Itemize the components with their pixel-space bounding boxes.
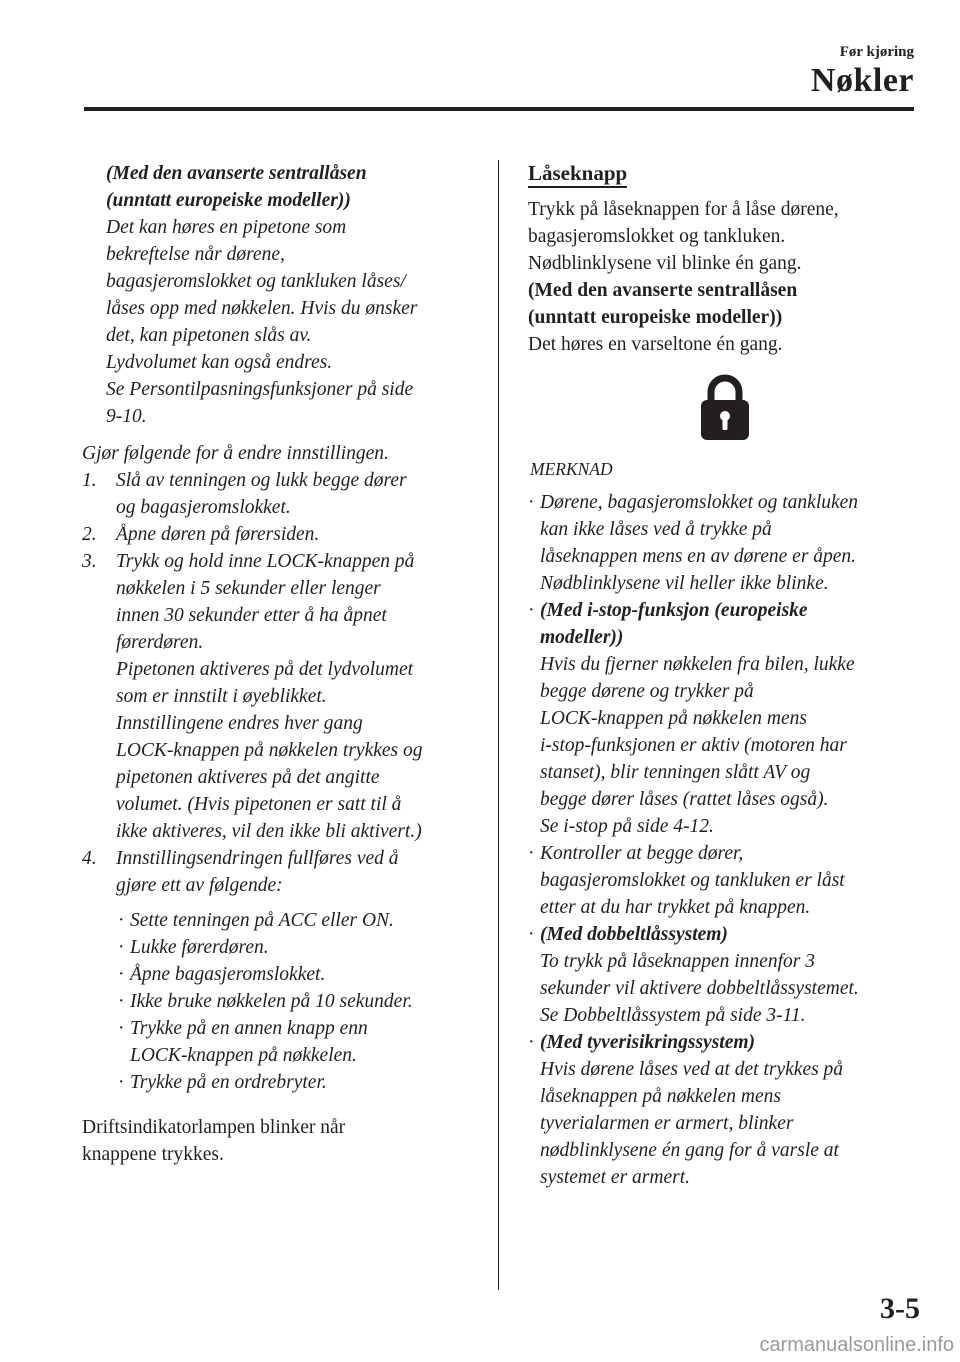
step-line: gjøre ett av følgende: (116, 875, 283, 896)
step-number: 2. (82, 524, 97, 545)
note-line: (Med i-stop-funksjon (europeiske (540, 600, 808, 621)
body-line: Det høres en varseltone én gang. (528, 334, 783, 355)
substep-line: LOCK-knappen på nøkkelen. (130, 1045, 357, 1066)
substep-item: · Trykke på en ordrebryter. (118, 1069, 482, 1096)
note-line: modeller)) (540, 627, 624, 648)
intro-line: 9-10. (106, 406, 147, 427)
step-item (82, 467, 482, 521)
substep-line: Trykke på en ordrebryter. (130, 1072, 327, 1093)
note-line: Se i-stop på side 4-12. (540, 816, 714, 837)
note-line: Kontroller at begge dører, (540, 843, 744, 864)
step-number: 1. (82, 470, 97, 491)
body-line: Nødblinklysene vil blinke én gang. (528, 253, 802, 274)
step-item (82, 521, 482, 548)
page-title: Nøkler (810, 62, 914, 99)
step-line: nøkkelen i 5 sekunder eller lenger (116, 578, 381, 599)
note-line: Hvis du fjerner nøkkelen fra bilen, lukke (540, 654, 855, 675)
intro-line: Lydvolumet kan også endres. (106, 352, 333, 373)
substep-line: Lukke førerdøren. (130, 937, 269, 958)
substep-line: Trykke på en annen knapp enn (130, 1018, 368, 1039)
right-column (528, 160, 922, 1191)
intro-line: Se Persontilpasningsfunksjoner på side (106, 379, 414, 400)
step-line: pipetonen aktiveres på det angitte (116, 767, 380, 788)
intro-line: (Med den avanserte sentrallåsen (106, 163, 367, 184)
step-line: Innstillingsendringen fullføres ved å (116, 848, 399, 869)
step-number: 3. (82, 551, 97, 572)
substep-item: · Sette tenningen på ACC eller ON. (118, 907, 482, 934)
watermark: carmanualsonline.info (759, 1334, 954, 1356)
note-item: · (Med i-stop-funksjon (europeiske modeller)) Hvis du fjerner nøkkelen fra bilen, lukke begge dørene og trykker på LOCK-knappen på nøkkelen mens i-stop-funksjonen er aktiv (motoren har stanset), blir tenningen slått AV og begge dører låses (rattet låses også). Se i-stop på side 4-12. (528, 597, 922, 840)
column-divider (498, 160, 499, 1290)
step-line: som er innstilt i øyeblikket. (116, 686, 327, 707)
intro-line: bekreftelse når dørene, (106, 244, 285, 265)
substep-item: · Trykke på en annen knapp enn LOCK-knappen på nøkkelen. (118, 1015, 482, 1069)
note-line: systemet er armert. (540, 1167, 691, 1188)
lock-symbol (528, 370, 922, 442)
note-line: (Med tyverisikringssystem) (540, 1032, 756, 1053)
header-section: Før kjøring (839, 44, 914, 60)
step-line: Trykk og hold inne LOCK-knappen på (116, 551, 415, 572)
note-line: låseknappen mens en av dørene er åpen. (540, 546, 857, 567)
note-line: stanset), blir tenningen slått AV og (540, 762, 811, 783)
note-line: Nødblinklysene vil heller ikke blinke. (540, 573, 829, 594)
intro-line: (unntatt europeiske modeller)) (106, 190, 351, 211)
note-line: (Med dobbeltlåssystem) (540, 924, 728, 945)
section-heading: Låseknapp (528, 160, 627, 188)
note-line: LOCK-knappen på nøkkelen mens (540, 708, 807, 729)
note-item: · (Med dobbeltlåssystem) To trykk på låseknappen innenfor 3 sekunder vil aktivere dobbeltlåssystemet. Se Dobbeltlåssystem på side 3-11. (528, 921, 922, 1029)
note-line: Dørene, bagasjeromslokket og tankluken (540, 492, 859, 513)
bold-line: (unntatt europeiske modeller)) (528, 307, 783, 328)
step-number: 4. (82, 848, 97, 869)
step-line: Åpne døren på førersiden. (116, 524, 320, 545)
note-item: · (Med tyverisikringssystem) Hvis dørene låses ved at det trykkes på låseknappen på nøkkelen mens tyverialarmen er armert, blinker nødblinklysene én gang for å varsle at systemet er armert. (528, 1029, 922, 1191)
padlock-icon (695, 370, 755, 442)
substep-item: · Åpne bagasjeromslokket. (118, 961, 482, 988)
bold-line: (Med den avanserte sentrallåsen (528, 280, 798, 301)
step-item (82, 845, 482, 899)
step-line: ikke aktiveres, vil den ikke bli aktivert.) (116, 821, 422, 842)
step-line: Slå av tenningen og lukk begge dører (116, 470, 407, 491)
intro-line: det, kan pipetonen slås av. (106, 325, 312, 346)
closing-line: knappene trykkes. (82, 1144, 224, 1165)
substep-item: · Ikke bruke nøkkelen på 10 sekunder. (118, 988, 482, 1015)
step-line: førerdøren. (116, 632, 204, 653)
closing-line: Driftsindikatorlampen blinker når (82, 1117, 346, 1138)
note-line: begge dører låses (rattet låses også). (540, 789, 829, 810)
step-line: og bagasjeromslokket. (116, 497, 291, 518)
note-list (528, 489, 922, 1191)
step-line: volumet. (Hvis pipetonen er satt til å (116, 794, 402, 815)
note-line: To trykk på låseknappen innenfor 3 (540, 951, 815, 972)
intro-line: bagasjeromslokket og tankluken låses/ (106, 271, 406, 292)
intro-line: låses opp med nøkkelen. Hvis du ønsker (106, 298, 418, 319)
note-line: Hvis dørene låses ved at det trykkes på (540, 1059, 844, 1080)
note-line: sekunder vil aktivere dobbeltlåssystemet. (540, 978, 859, 999)
substep-line: Ikke bruke nøkkelen på 10 sekunder. (130, 991, 413, 1012)
note-line: kan ikke låses ved å trykke på (540, 519, 772, 540)
note-line: i-stop-funksjonen er aktiv (motoren har (540, 735, 847, 756)
note-title: MERKNAD (530, 459, 613, 479)
note-line: bagasjeromslokket og tankluken er låst (540, 870, 845, 891)
note-line: nødblinklysene én gang for å varsle at (540, 1140, 839, 1161)
step-line: innen 30 sekunder etter å ha åpnet (116, 605, 387, 626)
step-line: Innstillingene endres hver gang (116, 713, 363, 734)
note-line: tyverialarmen er armert, blinker (540, 1113, 794, 1134)
substep-item: · Lukke førerdøren. (118, 934, 482, 961)
substep-line: Sette tenningen på ACC eller ON. (130, 910, 394, 931)
substep-line: Åpne bagasjeromslokket. (130, 964, 326, 985)
left-column (82, 160, 482, 1168)
note-line: låseknappen på nøkkelen mens (540, 1086, 781, 1107)
substep-list (118, 907, 482, 1096)
page-number: 3-5 (880, 1292, 920, 1325)
note-item: · Kontroller at begge dører, bagasjeromslokket og tankluken er låst etter at du har trykket på knappen. (528, 840, 922, 921)
body-line: bagasjeromslokket og tankluken. (528, 226, 786, 247)
step-line: LOCK-knappen på nøkkelen trykkes og (116, 740, 423, 761)
note-item: · Dørene, bagasjeromslokket og tankluken kan ikke låses ved å trykke på låseknappen mens en av dørene er åpen. Nødblinklysene vil heller ikke blinke. (528, 489, 922, 597)
note-line: Se Dobbeltlåssystem på side 3-11. (540, 1005, 806, 1026)
header-rule (84, 107, 914, 111)
note-line: etter at du har trykket på knappen. (540, 897, 811, 918)
step-line: Pipetonen aktiveres på det lydvolumet (116, 659, 414, 680)
note-line: begge dørene og trykker på (540, 681, 754, 702)
body-line: Trykk på låseknappen for å låse dørene, (528, 199, 839, 220)
step-item (82, 548, 482, 845)
instruction-block (82, 440, 482, 1096)
intro-line: Det kan høres en pipetone som (106, 217, 347, 238)
lead-text: Gjør følgende for å endre innstillingen. (82, 443, 389, 464)
intro-block (82, 160, 482, 430)
